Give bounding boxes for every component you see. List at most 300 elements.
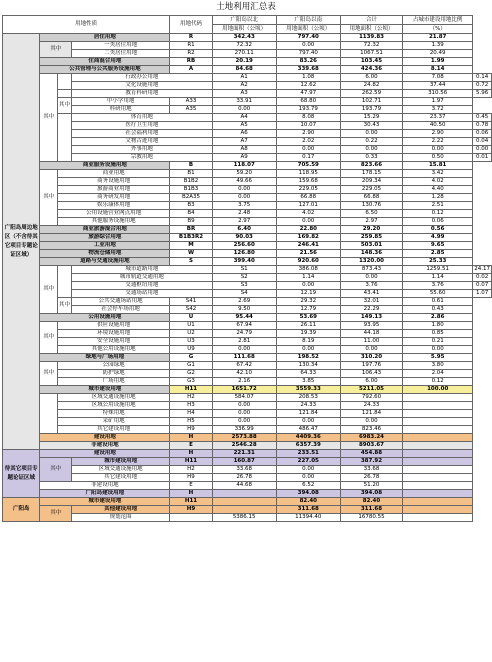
land-use-name: 公共管理与公共服务设施用地: [40, 66, 170, 74]
north-area: 2.02: [276, 138, 340, 146]
south-area: 64.33: [276, 370, 340, 378]
south-area: 0.00: [276, 474, 340, 482]
north-area: 8.08: [276, 114, 340, 122]
table-row: [3, 450, 492, 458]
north-area: 1.08: [276, 74, 340, 82]
total-area: 229.05: [340, 186, 402, 194]
south-area: 12.79: [276, 306, 340, 314]
share-pct: [403, 482, 473, 490]
south-area: 873.43: [340, 266, 402, 274]
table-row: [3, 514, 492, 522]
header-unit: 用地面积（公顷）: [340, 25, 402, 34]
south-area: 311.68: [276, 506, 340, 514]
share-pct: [403, 490, 473, 498]
south-area: 24.82: [340, 82, 402, 90]
table-row: [3, 394, 492, 402]
land-use-name: 社会福利用地: [72, 130, 213, 138]
north-area: 342.43: [212, 34, 276, 42]
table-row: [3, 322, 492, 330]
land-use-code: B1B2: [170, 178, 212, 186]
south-area: 0.22: [340, 138, 402, 146]
total-area: 2.97: [340, 218, 402, 226]
land-use-code: U1: [170, 322, 212, 330]
land-use-name: 居住用地: [40, 34, 170, 42]
north-area: 336.99: [212, 426, 276, 434]
table-row: [3, 186, 492, 194]
header-share: 占城市建设用地比例: [403, 16, 473, 25]
land-use-code: E: [170, 482, 212, 490]
land-use-name: 广阳岛建设用地: [40, 490, 170, 498]
north-area: 0.00: [212, 418, 276, 426]
land-use-name: 防护绿地: [58, 370, 170, 378]
table-row: [3, 178, 492, 186]
share-pct: 1.39: [403, 42, 473, 50]
north-area: 2.69: [212, 298, 276, 306]
share-pct: 3.42: [403, 170, 473, 178]
total-area: 5211.05: [340, 386, 402, 394]
total-area: 0.00: [340, 418, 402, 426]
header-north: 广阳岛以北: [212, 16, 276, 25]
header-nature: 用地性质: [3, 16, 170, 34]
table-row: [3, 442, 492, 450]
land-use-code: S1: [212, 266, 276, 274]
share-pct: 0.06: [403, 218, 473, 226]
land-use-name: 城市道路用地: [72, 266, 213, 274]
land-use-code: U: [170, 314, 212, 322]
share-pct: [403, 458, 473, 466]
table-row: [3, 50, 492, 58]
share-pct: 5.95: [403, 354, 473, 362]
land-use-name: 教育科研用地: [72, 90, 213, 98]
share-pct: [403, 442, 473, 450]
north-area: 584.07: [212, 394, 276, 402]
land-use-code: R2: [170, 50, 212, 58]
south-area: 22.80: [276, 226, 340, 234]
total-area: 2.90: [403, 130, 473, 138]
land-use-code: G1: [170, 362, 212, 370]
land-use-code: B9: [170, 218, 212, 226]
share-pct: 0.56: [403, 226, 473, 234]
land-use-code: [170, 514, 212, 522]
north-area: 2.81: [212, 338, 276, 346]
total-area: 6983.24: [340, 434, 402, 442]
north-area: 59.20: [212, 170, 276, 178]
land-use-name: 旅游综合用地: [40, 234, 170, 242]
land-use-name: 一类居住用地: [72, 42, 170, 50]
total-area: 66.88: [340, 194, 402, 202]
table-row: [3, 242, 492, 250]
total-area: 823.66: [340, 162, 402, 170]
land-use-name: 公园绿地: [58, 362, 170, 370]
north-area: 0.00: [212, 402, 276, 410]
south-area: 246.41: [276, 242, 340, 250]
table-row: [3, 426, 492, 434]
spacer-cell: [58, 114, 72, 162]
north-area: 84.68: [212, 66, 276, 74]
land-use-name: 城市建设用地: [72, 458, 170, 466]
total-area: 106.43: [340, 370, 402, 378]
north-area: 6.40: [212, 226, 276, 234]
south-area: 169.82: [276, 234, 340, 242]
land-use-name: 商务设施用地: [58, 178, 170, 186]
header-south: 广阳岛以南: [276, 16, 340, 25]
land-use-code: S42: [170, 306, 212, 314]
table-row: [3, 34, 492, 42]
south-area: 3.76: [340, 282, 402, 290]
south-area: 486.47: [276, 426, 340, 434]
land-use-code: B3: [170, 202, 212, 210]
total-area: 197.76: [340, 362, 402, 370]
table-row: [3, 346, 492, 354]
south-area: 0.33: [340, 154, 402, 162]
share-pct: 3.72: [403, 106, 473, 114]
land-use-name: 公用设施营业网点用地: [58, 210, 170, 218]
total-area: 102.71: [340, 98, 402, 106]
share-pct: [403, 434, 473, 442]
land-use-name: 城市建设用地: [40, 498, 170, 506]
south-area: 705.59: [276, 162, 340, 170]
spacer-cell: [58, 266, 72, 298]
south-area: 0.00: [340, 146, 402, 154]
south-area: 26.11: [276, 322, 340, 330]
total-area: 792.60: [340, 394, 402, 402]
land-use-code: B4: [170, 210, 212, 218]
total-area: 23.37: [403, 114, 473, 122]
land-use-code: A4: [212, 114, 276, 122]
south-area: 262.59: [340, 90, 402, 98]
table-row: [3, 234, 492, 242]
north-area: 90.03: [212, 234, 276, 242]
table-row: [3, 58, 492, 66]
total-area: 209.34: [340, 178, 402, 186]
share-pct: 0.78: [473, 122, 492, 130]
table-row: [3, 330, 492, 338]
north-area: 95.44: [212, 314, 276, 322]
share-pct: 0.07: [473, 282, 492, 290]
land-use-code: A2: [212, 82, 276, 90]
land-use-code: R1: [170, 42, 212, 50]
land-use-name: 商业服务设施用地: [40, 162, 170, 170]
table-row: [3, 274, 492, 282]
north-area: 26.78: [212, 474, 276, 482]
table-row: [3, 338, 492, 346]
south-area: 797.40: [276, 50, 340, 58]
group-label: 其中: [40, 42, 72, 58]
land-use-code: A5: [212, 122, 276, 130]
table-row: [3, 314, 492, 322]
group-label: 其中: [40, 362, 58, 386]
south-area: 6357.39: [276, 442, 340, 450]
land-use-name: 其他公用设施用地: [58, 346, 170, 354]
table-row: [3, 498, 492, 506]
north-area: [212, 506, 276, 514]
total-area: 26.78: [340, 474, 402, 482]
share-pct: 4.99: [403, 234, 473, 242]
table-row: [3, 138, 492, 146]
land-use-code: H9: [170, 426, 212, 434]
table-row: [3, 170, 492, 178]
total-area: 0.00: [340, 346, 402, 354]
land-use-name: 二类居住用地: [72, 50, 170, 58]
north-area: 270.11: [212, 50, 276, 58]
table-row: [3, 282, 492, 290]
land-use-code: U3: [170, 338, 212, 346]
group-label: 其中: [40, 458, 72, 482]
land-use-code: S: [170, 258, 212, 266]
group-label: 其中: [58, 298, 72, 314]
south-area: 43.41: [340, 290, 402, 298]
south-area: 19.39: [276, 330, 340, 338]
share-pct: [403, 426, 473, 434]
total-area: 7.08: [403, 74, 473, 82]
total-area: 1067.51: [340, 50, 402, 58]
group-label: 其中: [40, 74, 58, 162]
south-area: 83.26: [276, 58, 340, 66]
south-area: 118.95: [276, 170, 340, 178]
section-label: 待其它项目专题论证区域: [3, 450, 40, 498]
land-use-code: H2: [170, 466, 212, 474]
land-use-name: 行政办公用地: [72, 74, 213, 82]
group-label: 其中: [58, 98, 72, 114]
total-area: 55.60: [403, 290, 473, 298]
south-area: 229.05: [276, 186, 340, 194]
south-area: 4409.36: [276, 434, 340, 442]
land-use-code: A33: [170, 98, 212, 106]
share-pct: [403, 514, 473, 522]
south-area: 68.80: [276, 98, 340, 106]
total-area: 11.00: [340, 338, 402, 346]
total-area: 311.68: [340, 506, 402, 514]
share-pct: [403, 394, 473, 402]
north-area: 386.08: [276, 266, 340, 274]
land-use-name: 社会停车场用地: [72, 306, 170, 314]
land-use-code: U2: [170, 330, 212, 338]
south-area: 3559.33: [276, 386, 340, 394]
land-use-code: G: [170, 354, 212, 362]
land-use-name: 公用设施用地: [40, 314, 170, 322]
table-row: [3, 202, 492, 210]
header-unit: （%）: [403, 25, 473, 34]
land-use-code: H9: [170, 474, 212, 482]
group-label: 其中: [40, 170, 58, 226]
land-use-code: A35: [170, 106, 212, 114]
south-area: 53.69: [276, 314, 340, 322]
total-area: 454.88: [340, 450, 402, 458]
total-area: 1.14: [403, 274, 473, 282]
total-area: 394.08: [340, 490, 402, 498]
south-area: 920.60: [276, 258, 340, 266]
table-row: [3, 66, 492, 74]
land-use-code: S2: [212, 274, 276, 282]
land-use-code: A1: [212, 74, 276, 82]
total-area: 178.15: [340, 170, 402, 178]
header-total: 合计: [340, 16, 402, 25]
table-row: [3, 218, 492, 226]
land-use-name: 宗教用地: [72, 154, 213, 162]
north-area: 0.00: [276, 146, 340, 154]
south-area: 30.43: [340, 122, 402, 130]
share-pct: [403, 402, 473, 410]
share-pct: 1.80: [403, 322, 473, 330]
land-use-code: B1B3: [170, 186, 212, 194]
group-label: 其中: [40, 266, 58, 314]
share-pct: [403, 506, 473, 514]
land-use-code: H: [170, 490, 212, 498]
land-use-name: 绿地与广场用地: [40, 354, 170, 362]
north-area: 0.00: [212, 106, 276, 114]
land-use-code: A: [170, 66, 212, 74]
land-use-name: 其它建设用地: [72, 474, 170, 482]
land-use-code: R: [170, 34, 212, 42]
south-area: 6.52: [276, 482, 340, 490]
land-use-code: A8: [212, 146, 276, 154]
group-label: 其中: [40, 506, 72, 522]
land-use-name: 供应设施用地: [58, 322, 170, 330]
share-pct: 0.02: [473, 274, 492, 282]
total-area: 1320.00: [340, 258, 402, 266]
share-pct: 15.81: [403, 162, 473, 170]
table-row: [3, 226, 492, 234]
share-pct: [403, 466, 473, 474]
table-row: [3, 378, 492, 386]
land-use-name: 中小学用地: [72, 98, 170, 106]
share-pct: 24.17: [474, 266, 490, 272]
south-area: 0.00: [276, 418, 340, 426]
total-area: 3.76: [403, 282, 473, 290]
share-pct: 1.99: [403, 58, 473, 66]
land-use-name: 住商混合用地: [40, 58, 170, 66]
north-area: 42.10: [212, 370, 276, 378]
south-area: 394.08: [276, 490, 340, 498]
land-use-code: B1B3R2: [170, 234, 212, 242]
south-area: 0.00: [340, 274, 402, 282]
south-area: 121.84: [276, 410, 340, 418]
land-use-code: H2: [170, 394, 212, 402]
total-area: 22.29: [340, 306, 402, 314]
south-area: 130.34: [276, 362, 340, 370]
table-row: [3, 482, 492, 490]
total-area: 8903.67: [340, 442, 402, 450]
table-row: [3, 362, 492, 370]
north-area: 0.00: [276, 282, 340, 290]
total-area: 16780.55: [340, 514, 402, 522]
land-use-code: M: [170, 242, 212, 250]
total-area: 82.40: [340, 498, 402, 506]
land-use-name: 采矿用地: [58, 418, 170, 426]
total-area: 823.46: [340, 426, 402, 434]
share-pct: 2.51: [403, 202, 473, 210]
south-area: 208.53: [276, 394, 340, 402]
land-use-name: 规划范围: [72, 514, 170, 522]
share-pct: 4.02: [403, 178, 473, 186]
total-area: 6.00: [340, 378, 402, 386]
header-code: 用地代码: [170, 16, 212, 34]
south-area: 339.68: [276, 66, 340, 74]
land-use-code: BR: [170, 226, 212, 234]
south-area: 127.01: [276, 202, 340, 210]
north-area: 67.94: [212, 322, 276, 330]
table-row: [3, 146, 492, 154]
land-use-code: H5: [170, 418, 212, 426]
spacer-cell: [40, 394, 58, 434]
total-area: 148.36: [340, 250, 402, 258]
share-pct: 0.21: [403, 338, 473, 346]
share-pct: [403, 418, 473, 426]
south-area: 82.40: [276, 498, 340, 506]
share-pct: 0.72: [473, 82, 492, 90]
share-pct: 0.12: [403, 378, 473, 386]
share-pct: 0.12: [403, 210, 473, 218]
table-row: [3, 434, 492, 442]
land-use-name: 物流仓储用地: [40, 250, 170, 258]
south-area: 6.00: [340, 74, 402, 82]
south-area: 0.00: [340, 130, 402, 138]
south-area: 66.88: [276, 194, 340, 202]
share-pct: 9.65: [403, 242, 473, 250]
land-use-code: E: [170, 442, 212, 450]
north-area: 111.68: [212, 354, 276, 362]
south-area: 797.40: [276, 34, 340, 42]
table-row: [3, 98, 492, 106]
share-pct: 2.85: [403, 250, 473, 258]
share-pct: 0.61: [403, 298, 473, 306]
share-pct: 0.45: [473, 114, 492, 122]
land-use-code: A6: [212, 130, 276, 138]
table-row: [3, 354, 492, 362]
north-area: 256.60: [212, 242, 276, 250]
spacer-cell: [58, 90, 72, 98]
total-area: 51.20: [340, 482, 402, 490]
total-area: 29.20: [340, 226, 402, 234]
south-area: 4.02: [276, 210, 340, 218]
share-pct: 0.85: [403, 330, 473, 338]
share-pct: 1.28: [403, 194, 473, 202]
total-area: 32.01: [340, 298, 402, 306]
total-area: 1259.51: [403, 266, 473, 274]
table-row: [3, 114, 492, 122]
table-row: [3, 162, 492, 170]
north-area: 33.68: [212, 466, 276, 474]
table-row: [3, 210, 492, 218]
land-use-code: H11: [170, 498, 212, 506]
share-pct: 100.00: [403, 386, 473, 394]
land-use-name: 工业用地: [40, 242, 170, 250]
total-area: 24.33: [340, 402, 402, 410]
share-pct: 0.01: [473, 154, 492, 162]
south-area: 0.00: [276, 346, 340, 354]
table-row: [3, 90, 492, 98]
land-use-summary-table: [2, 15, 492, 522]
south-area: 24.33: [276, 402, 340, 410]
land-use-name: 文物古迹用地: [72, 138, 213, 146]
north-area: 2.90: [276, 130, 340, 138]
share-pct: 0.43: [403, 306, 473, 314]
land-use-code: RB: [170, 58, 212, 66]
group-label: 其中: [40, 322, 58, 354]
land-use-name: 区域公用设施用地: [58, 402, 170, 410]
table-row: [3, 506, 492, 514]
land-use-code: A7: [212, 138, 276, 146]
south-area: 29.32: [276, 298, 340, 306]
table-row: [3, 42, 492, 50]
land-use-code: G2: [170, 370, 212, 378]
land-use-code: H11: [170, 386, 212, 394]
share-pct: 21.87: [403, 34, 473, 42]
land-use-name: 商务研发用地: [58, 194, 170, 202]
north-area: 2.48: [212, 210, 276, 218]
table-row: [3, 458, 492, 466]
table-row: [3, 410, 492, 418]
